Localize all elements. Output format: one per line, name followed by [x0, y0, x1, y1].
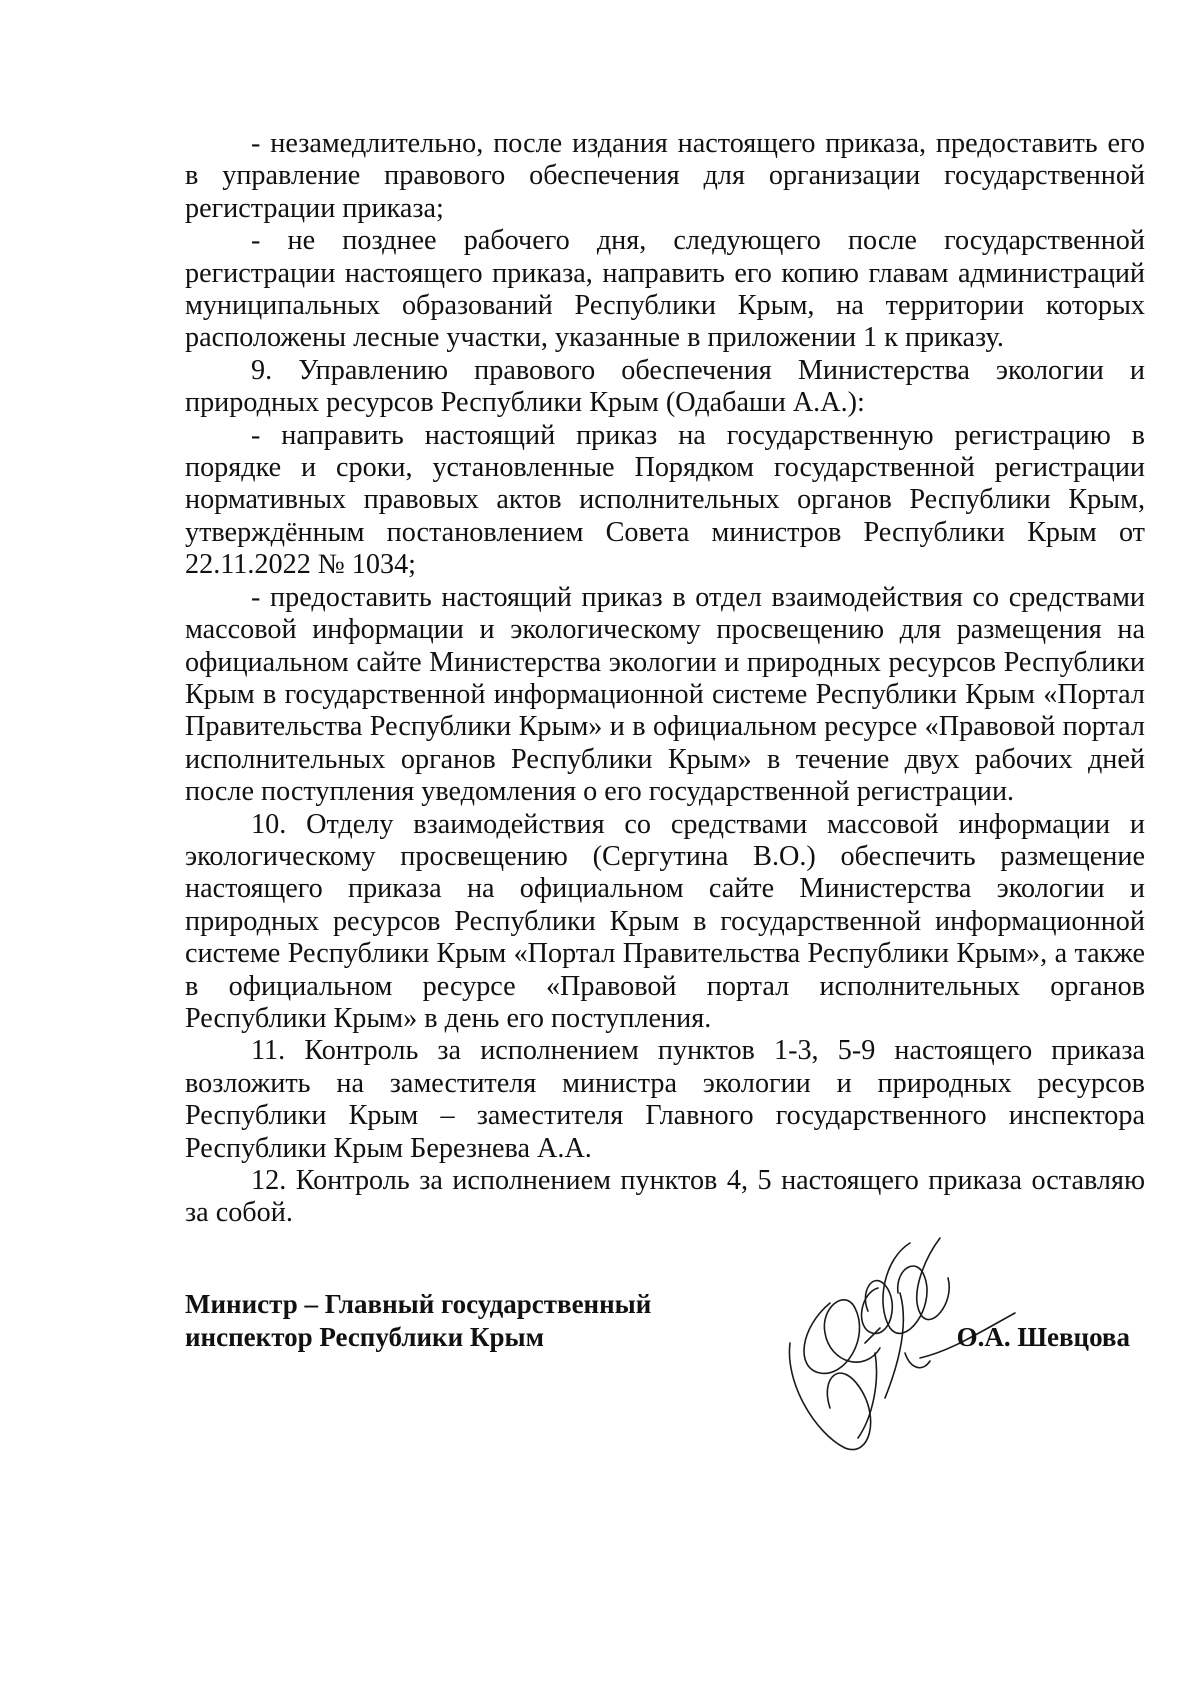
paragraph-submit-to-legal: - незамедлительно, после издания настоящего приказа, предоставить его в управление правового обеспечения для организации государственной регистрации приказа;: [185, 128, 1145, 224]
signatory-title-line-2: инспектор Республики Крым: [185, 1322, 544, 1352]
signatory-title: [185, 1288, 651, 1354]
signatory-name: О.А. Шевцова: [956, 1322, 1130, 1352]
signature-block: [185, 1288, 1145, 1448]
signatory-title-line-1: Министр – Главный государственный: [185, 1289, 652, 1319]
paragraph-state-registration: - направить настоящий приказ на государственную регистрацию в порядке и сроки, установленные Порядком государственной регистрации нормативных правовых актов исполнительных органов Республики Крым, утверждённым постановлением Совета министров Республики Крым от 22.11.2022 № 1034;: [185, 419, 1145, 581]
paragraph-item-11: 11. Контроль за исполнением пунктов 1-3, 5-9 настоящего приказа возложить на заместителя министра экологии и природных ресурсов Республики Крым – заместителя Главного государственного инспектора Республики Крым Березнева А.А.: [185, 1035, 1145, 1164]
paragraph-item-10: 10. Отделу взаимодействия со средствами массовой информации и экологическому просвещению (Сергутина В.О.) обеспечить размещение настоящего приказа на официальном сайте Министерства экологии и природных ресурсов Республики Крым в государственной информационной системе Республики Крым «Портал Правительства Республики Крым», а также в официальном ресурсе «Правовой портал исполнительных органов Республики Крым» в день его поступления.: [185, 808, 1145, 1034]
paragraph-item-12: 12. Контроль за исполнением пунктов 4, 5 настоящего приказа оставляю за собой.: [185, 1165, 1145, 1229]
paragraph-item-9: 9. Управлению правового обеспечения Министерства экологии и природных ресурсов Республики Крым (Одабаши А.А.):: [185, 354, 1145, 419]
paragraph-send-copy-to-municipalities: - не позднее рабочего дня, следующего после государственной регистрации настоящего приказа, направить его копию главам администраций муниципальных образований Республики Крым, на территории которых расположены лесные участки, указанные в приложении 1 к приказу.: [185, 225, 1145, 354]
paragraph-publication-media-dept: - предоставить настоящий приказ в отдел взаимодействия со средствами массовой информации и экологическому просвещению для размещения на официальном сайте Министерства экологии и природных ресурсов Республики Крым в государственной информационной системе Республики Крым «Портал Правительства Республики Крым» и в официальном ресурсе «Правовой портал исполнительных органов Республики Крым» в течение двух рабочих дней после поступления уведомления о его государственной регистрации.: [185, 581, 1145, 808]
document-body: [185, 128, 1145, 1230]
